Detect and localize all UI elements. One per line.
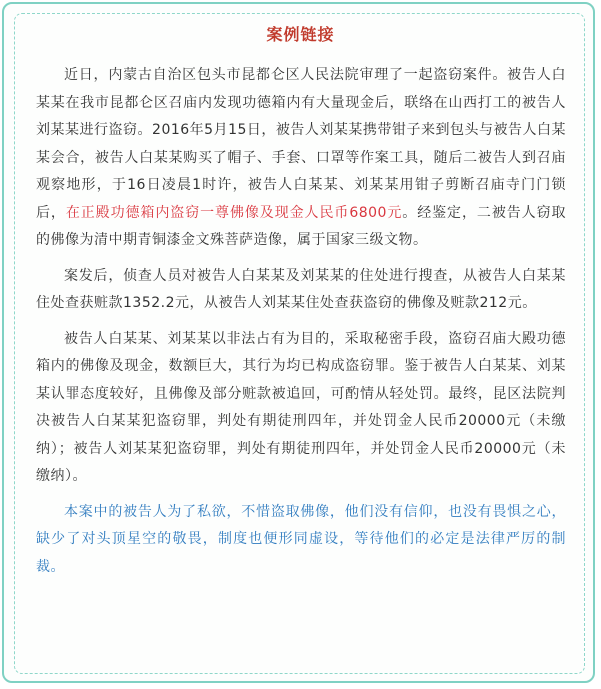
highlighted-theft-text: 在正殿功德箱内盗窃一尊佛像及现金人民币6800元	[65, 204, 403, 221]
case-facts-appraisal-text: 。经鉴定，二被告人窃取的佛像为清中期青铜漆金文殊菩萨造像，属于国家三级文物。	[36, 204, 566, 248]
article-title: 案例链接	[266, 25, 335, 44]
case-facts-text: 近日，内蒙古自治区包头市昆都仑区人民法院审理了一起盗窃案件。被告人白某某在我市昆都仑区召庙内发现功德箱内有大量现金后，联络在山西打工的被告人刘某某进行盗窃。2016年5月15日，被告人刘某某携带钳子来到包头与被告人白某某会合，被告人白某某购买了帽子、手套、口罩等作案工具，随后二被告人到召庙观察地形，于16日凌晨1时许，被告人白某某、刘某某用钳子剪断召庙寺门门锁后，	[36, 67, 566, 221]
paragraph-case-facts	[36, 62, 566, 255]
paragraph-investigation: 案发后，侦查人员对被告人白某某及刘某某的住处进行搜查，从被告人白某某住处查获赃款1352.2元，从被告人刘某某住处查获盗窃的佛像及赃款212元。	[36, 267, 566, 311]
article-body	[36, 62, 566, 589]
paragraph-verdict: 被告人白某某、刘某某以非法占有为目的，采取秘密手段，盗窃召庙大殿功德箱内的佛像及现金，数额巨大，其行为均已构成盗窃罪。鉴于被告人白某某、刘某某认罪态度较好，且佛像及部分赃款被追回，可酌情从轻处罚。最终，昆区法院判决被告人白某某犯盗窃罪，判处有期徒刑四年，并处罚金人民币20000元（未缴纳）；被告人刘某某犯盗窃罪，判处有期徒刑四年，并处罚金人民币20000元（未缴纳）。	[36, 330, 566, 484]
paragraph-conclusion: 本案中的被告人为了私欲，不惜盗取佛像，他们没有信仰，也没有畏惧之心，缺少了对头顶星空的敬畏，制度也便形同虚设，等待他们的必定是法律严厉的制裁。	[36, 503, 566, 575]
